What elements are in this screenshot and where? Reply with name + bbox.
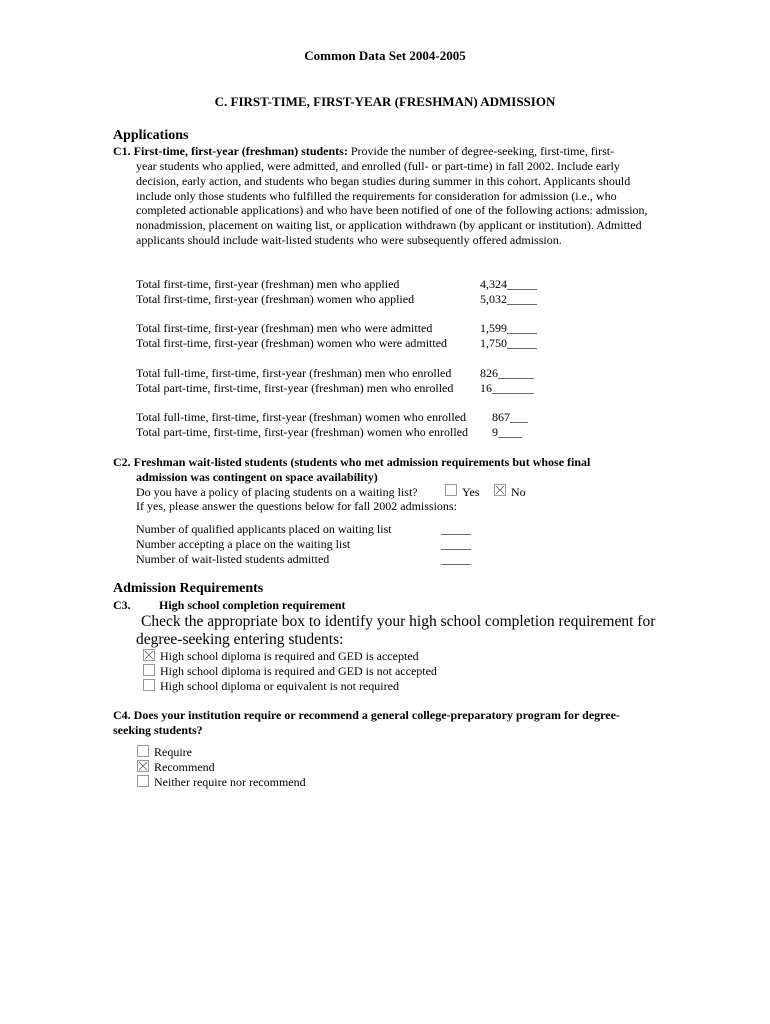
c1-label: C1. First-time, first-year (freshman) students: [113, 144, 348, 158]
c3-instruction: Check the appropriate box to identify your high school completion requirement for [141, 613, 656, 630]
c1-row-label: Total first-time, first-year (freshman) men who applied [136, 277, 400, 291]
c1-row-value: 1,599_____ [480, 321, 537, 335]
c1-row-value: 5,032_____ [480, 292, 537, 306]
c1-row-value: 9____ [492, 425, 522, 439]
c2-no-label: No [511, 485, 526, 499]
c3-option-label: High school diploma is required and GED is accepted [160, 649, 419, 663]
c2-row-value: _____ [441, 522, 471, 536]
c1-row-value: 1,750_____ [480, 336, 537, 350]
c1-row-label: Total first-time, first-year (freshman) women who were admitted [136, 336, 448, 350]
c2-yes-checkbox[interactable] [445, 484, 457, 496]
c3-instruction-cont: degree-seeking entering students: [136, 631, 344, 648]
c1-row-label: Total part-time, first-time, first-year (freshman) men who enrolled [136, 381, 454, 395]
c1-row-label: Total first-time, first-year (freshman) men who were admitted [136, 321, 433, 335]
c4-option-checkbox[interactable] [137, 745, 149, 757]
c3-option-checkbox[interactable] [143, 679, 155, 691]
c1-row-value: 4,324_____ [480, 277, 537, 291]
c4-option-label: Recommend [154, 760, 215, 774]
c1-row-label: Total part-time, first-time, first-year (freshman) women who enrolled [136, 425, 469, 439]
check-x-icon [144, 650, 154, 660]
c4-question: C4. Does your institution require or recommend a general college-preparatory program for degree- [113, 708, 620, 722]
c4-option-label: Require [154, 745, 192, 759]
c2-no-checkbox[interactable] [494, 484, 506, 496]
c1-row-label: Total full-time, first-time, first-year (freshman) men who enrolled [136, 366, 452, 380]
c3-option-label: High school diploma is required and GED is not accepted [160, 664, 437, 678]
c1-first-line [113, 144, 614, 159]
c2-row-label: Number of wait-listed students admitted [136, 552, 330, 566]
c4-option-checkbox[interactable] [137, 760, 149, 772]
applications-heading: Applications [113, 128, 189, 143]
c1-row-value: 867___ [492, 410, 528, 424]
c2-question: Do you have a policy of placing students on a waiting list? [136, 485, 418, 499]
c3-title: High school completion requirement [159, 598, 346, 612]
check-x-icon [495, 485, 505, 495]
c2-row-label: Number accepting a place on the waiting list [136, 537, 351, 551]
c2-heading: C2. Freshman wait-listed students (students who met admission requirements but whose final [113, 455, 591, 469]
c1-text-first: Provide the number of degree-seeking, first-time, first- [350, 144, 615, 158]
c1-row-label: Total full-time, first-time, first-year (freshman) women who enrolled [136, 410, 467, 424]
document-title: Common Data Set 2004-2005 [304, 48, 466, 63]
c2-row-value: _____ [441, 552, 471, 566]
c3-label: C3. [113, 598, 131, 612]
c2-row-label: Number of qualified applicants placed on waiting list [136, 522, 392, 536]
c3-option-label: High school diploma or equivalent is not required [160, 679, 399, 693]
c2-yes-label: Yes [462, 485, 480, 499]
admission-requirements-heading: Admission Requirements [113, 581, 264, 596]
check-x-icon [138, 761, 148, 771]
c3-option-checkbox[interactable] [143, 649, 155, 661]
c1-row-label: Total first-time, first-year (freshman) women who applied [136, 292, 415, 306]
c1-row-value: 16_______ [480, 381, 534, 395]
c1-row-value: 826______ [480, 366, 534, 380]
c3-option-checkbox[interactable] [143, 664, 155, 676]
c4-question-cont: seeking students? [113, 723, 203, 737]
c2-instruction: If yes, please answer the questions below for fall 2002 admissions: [136, 499, 457, 513]
c1-instructions: year students who applied, were admitted, and enrolled (full- or part-time) in fall 2002. Include early decision, early action, and students who began studies during summer in this cohort. Applicants should include only those students who fulfilled the requirements for consideration for admission (i.e., who completed actionable applications) and who have been notified of one of the following actions: admission, nonadmission, placement on waiting list, or application withdrawn (by applicant or institution). Admitted applicants should include wait-listed students who were subsequently offered admission. [136, 159, 648, 247]
c2-heading-cont: admission was contingent on space availability) [136, 470, 378, 484]
c4-option-checkbox[interactable] [137, 775, 149, 787]
section-title: C. FIRST-TIME, FIRST-YEAR (FRESHMAN) ADMISSION [214, 94, 556, 109]
c2-row-value: _____ [441, 537, 471, 551]
c4-option-label: Neither require nor recommend [154, 775, 306, 789]
